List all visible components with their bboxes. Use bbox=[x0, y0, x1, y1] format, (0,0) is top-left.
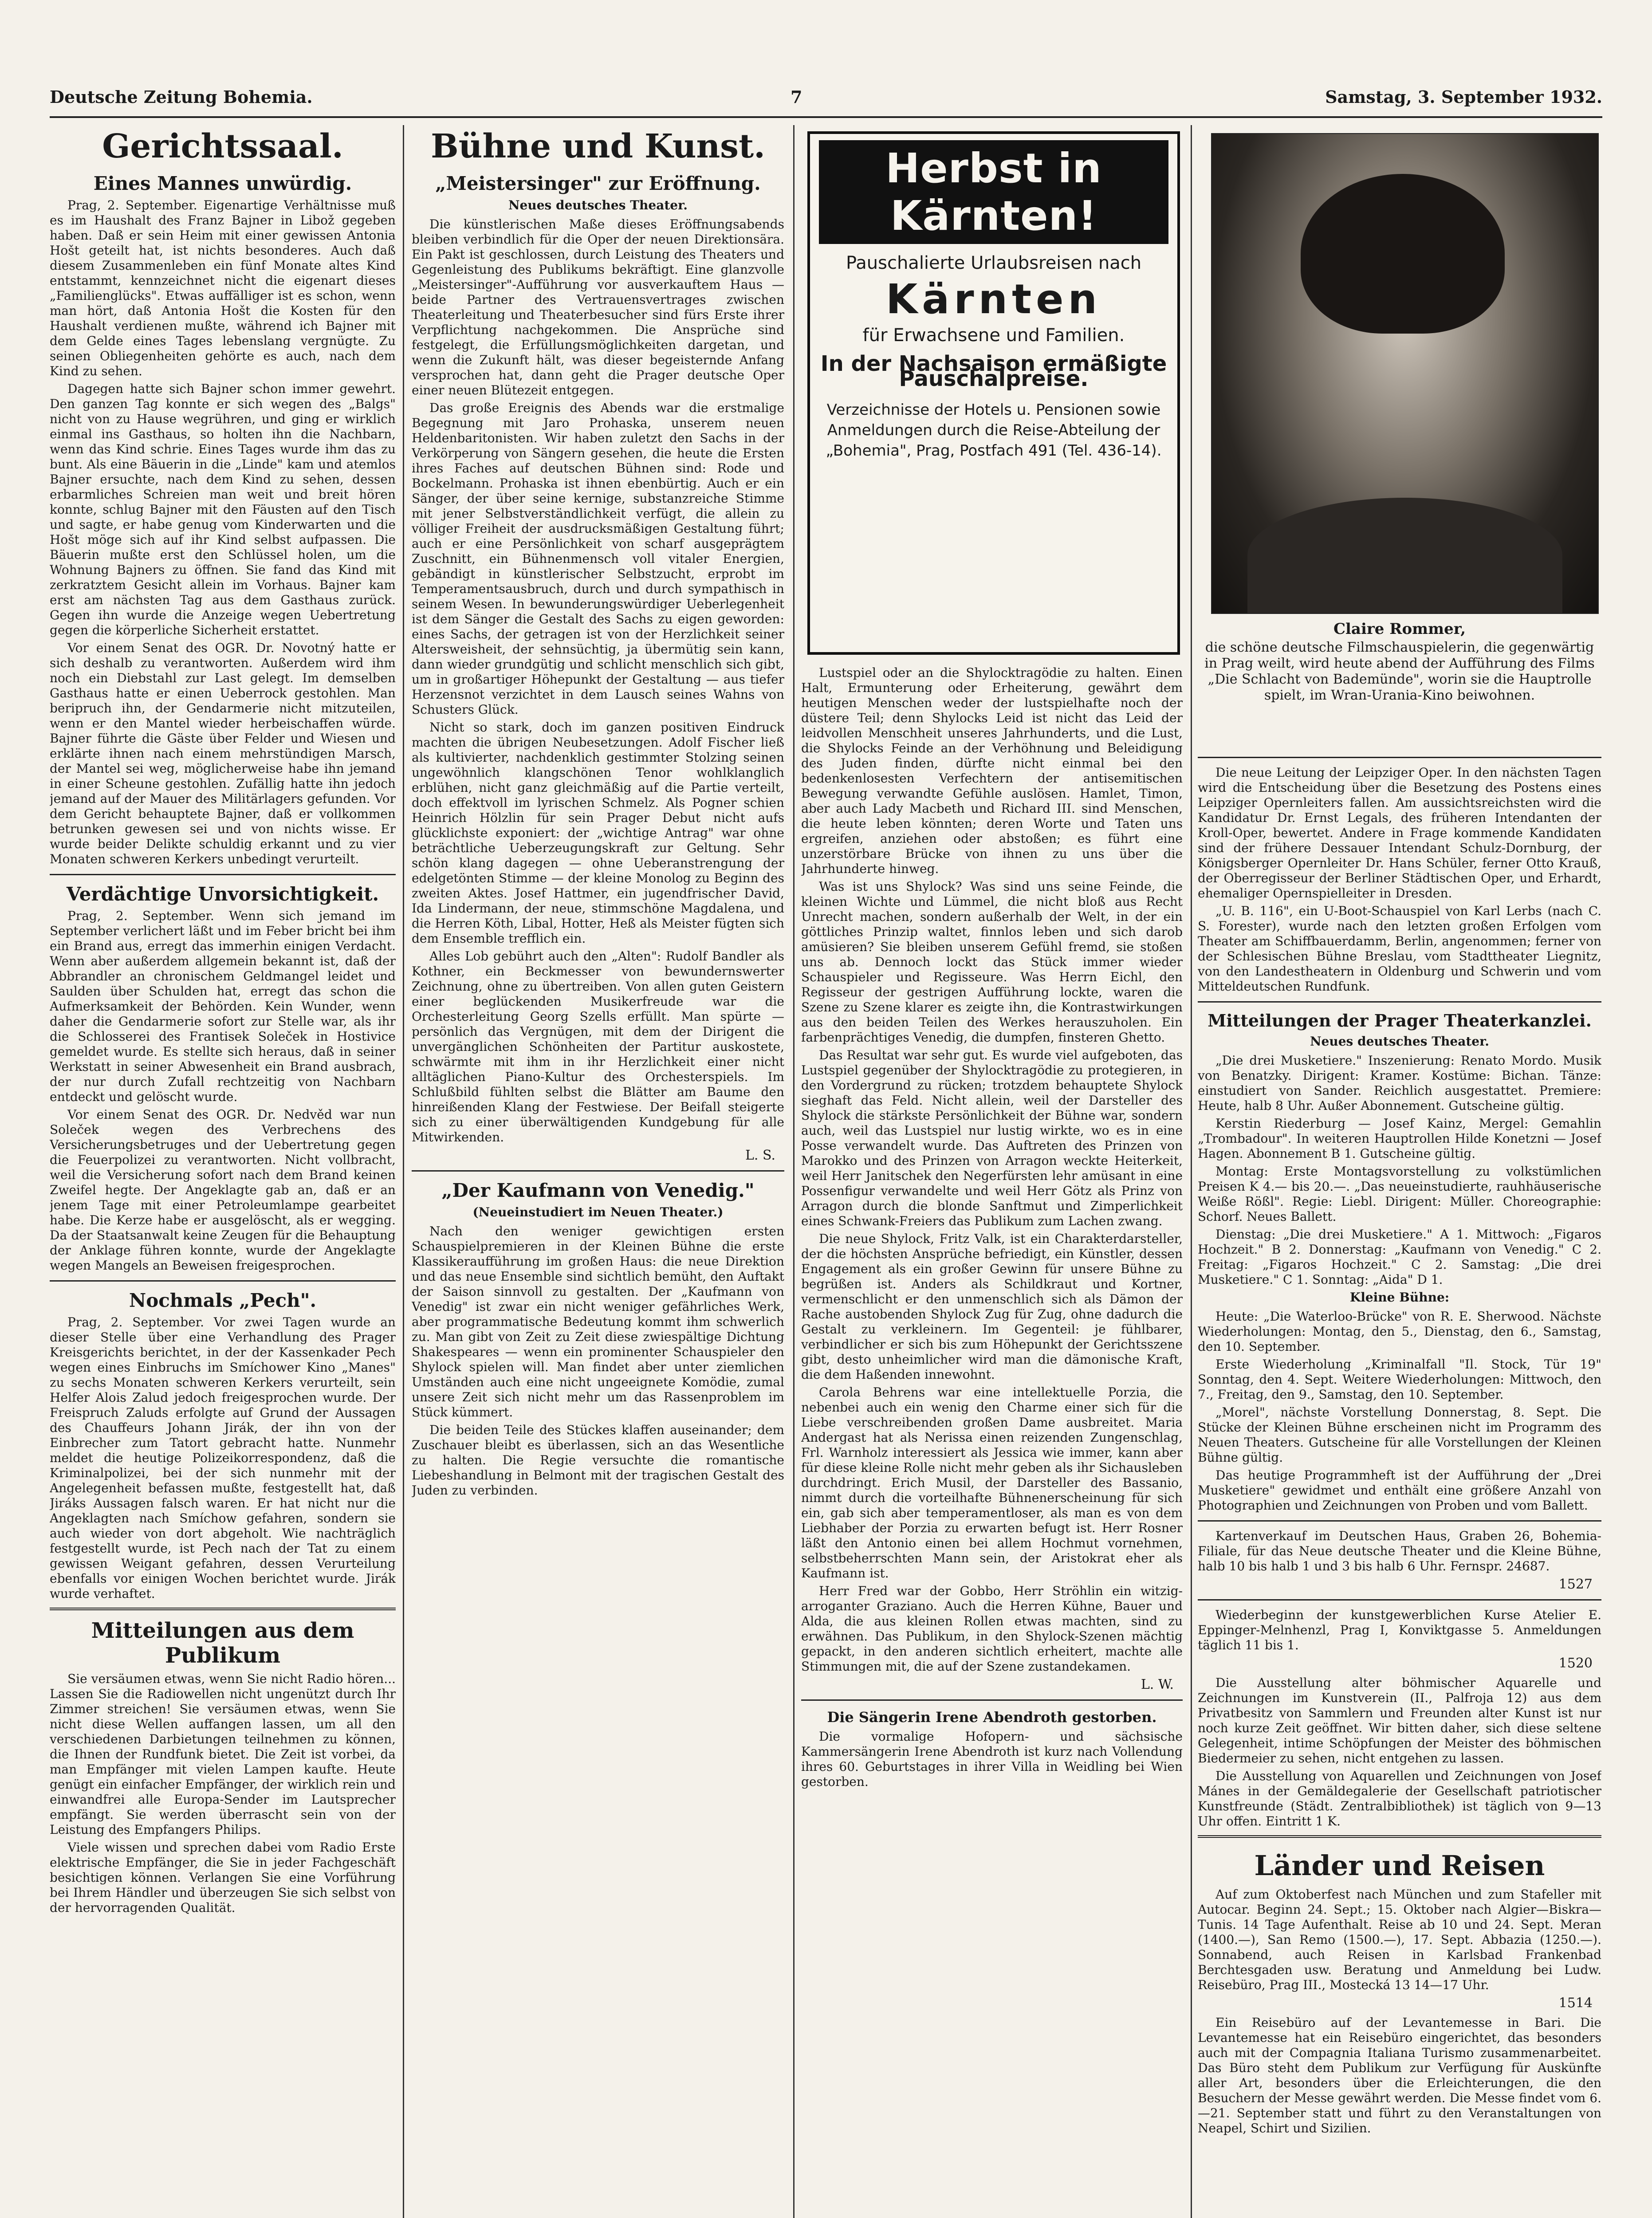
article-title: Nochmals „Pech". bbox=[129, 1290, 317, 1312]
article-paragraph: Das große Ereignis des Abends war die erstmalige Begegnung mit Jaro Prohaska, unserem neuen Heldenbaritonisten. Wir haben zuletzt den Sachs in der Verkörperung von Sängern gesehen, die heute die Ersten ihres Faches auf deutschen Bühnen sind: Rode und Bockelmann. Prohaska ist ihnen ebenbürtig. Auch er ein Sänger, der über seine kernige, substanzreiche Stimme mit jener Selbstverständlichkeit verfügt, die allein zu völliger Freiheit der ausdrucksmäßigen Gestaltung führt; auch er eine Persönlichkeit von scharf ausgeprägtem Zuschnitt, ein Bühnenmensch voll vitaler Energien, gebändigt in künstlerischer Selbstzucht, erprobt im Temperamentsausbruch, durch und durch sympathisch in seinem Wesen. In bewunderungswürdiger Ueberlegenheit ist dem Sänger die Gestalt des Sachs zu eigen geworden: eines Sachs, der getragen ist von der Herzlichkeit seiner Altersweisheit, der sehnsüchtig, ja übermütig sein kann, dann wieder grundgütig und schlicht menschlich sich gibt, um in großartiger Höhepunkt der Gestaltung — aus tiefer Herzensnot verzichtet in dem Lausch seines Wahns von Schusters Glück. bbox=[412, 401, 784, 717]
section-title: Bühne und Kunst. bbox=[431, 127, 765, 165]
reference-number: 1520 bbox=[1558, 1656, 1593, 1671]
article-title: Verdächtige Unvorsichtigkeit. bbox=[66, 883, 379, 905]
masthead bbox=[50, 87, 1602, 114]
article-paragraph: Die neue Leitung der Leipziger Oper. In den nächsten Tagen wird die Entscheidung über die Besetzung des Postens eines Leipziger Opernleiters fallen. Am aussichtsreichsten wird die Kandidatur Dr. Ernst Legals, des früheren Intendanten der Kroll-Oper, bewertet. Andere in Frage kommende Kandidaten sind der frühere Dessauer Intendant Schulz-Dornburg, der Königsberger Opernleiter Dr. Hans Schüler, ferner Otto Krauß, der Oberregisseur der Berliner Städtischen Oper, und Erhardt, ehemaliger Opernspielleiter in Dresden. bbox=[1198, 765, 1601, 901]
reference-number: 1527 bbox=[1558, 1577, 1593, 1592]
article-paragraph: Viele wissen und sprechen dabei vom Radio Erste elektrische Empfänger, die Sie in jeder Fachgeschäft besichtigen können. Verlangen Sie eine Vorführung bei Ihrem Händler und überzeugen Sie sich selbst von der hervorragenden Qualität. bbox=[50, 1840, 396, 1915]
article-paragraph: Die vormalige Hofopern- und sächsische Kammersängerin Irene Abendroth ist kurz nach Vollendung ihres 60. Geburtstages in ihrer Villa in Weidling bei Wien gestorben. bbox=[801, 1729, 1183, 1789]
article-paragraph: Erste Wiederholung „Kriminalfall "Il. Stock, Tür 19" Sonntag, den 4. Sept. Weitere Wiederholungen: Mittwoch, den 7., Freitag, den 9., Samstag, den 10. September. bbox=[1198, 1357, 1601, 1402]
photo-name: Claire Rommer, bbox=[1333, 620, 1466, 638]
article-paragraph: Wiederbeginn der kunstgewerblichen Kurse Atelier E. Eppinger-Melnhenzl, Prag I, Konviktgasse 5. Anmeldungen täglich 11 bis 1. bbox=[1198, 1608, 1601, 1652]
article-paragraph: Sie versäumen etwas, wenn Sie nicht Radio hören... Lassen Sie die Radiowellen nicht ungenützt durch Ihr Zimmer streichen! Sie versäumen etwas, wenn Sie nicht diese Wellen auffangen lassen, um all den verschiedenen Darbietungen teilnehmen zu können, die Ihnen der Rundfunk bietet. Die Zeit ist vorbei, da man Empfänger mit vielen Lampen kaufte. Heute genügt ein einfacher Empfänger, der wirklich rein und einwandfrei alle Europa-Sender im Lautsprecher empfängt. Sie werden überrascht sein von der Leistung des Empfangers Philips. bbox=[50, 1671, 396, 1837]
article-subtitle: Neues deutsches Theater. bbox=[508, 198, 688, 213]
article-paragraph: Kerstin Riederburg — Josef Kainz, Mergel: Gemahlin „Trombadour". In weiteren Hauptrollen Hilde Konetzni — Josef Hagen. Abonnement B 1. Gutscheine gültig. bbox=[1198, 1116, 1601, 1161]
article-paragraph: Die künstlerischen Maße dieses Eröffnungsabends bleiben verbindlich für die Oper der neuen Direktionsära. Ein Pakt ist geschlossen, durch Leistung des Theaters und Gegenleistung des Publikums bekräftigt. Eine glanzvolle „Meistersinger"-Aufführung vor ausverkauftem Haus — beide Partner des Vertrauensvertrages zwischen Theaterleitung und Theaterbesucher sind fürs Erste ihrer Verpflichtung nachgekommen. Die Ansprüche sind festgelegt, die Erfüllungsmöglichkeiten dargetan, und wenn die Zukunft hält, was dieser begeisternde Anfang versprochen hat, dann geht die Prager deutsche Oper einer neuen Blütezeit entgegen. bbox=[412, 217, 784, 398]
photo-neck bbox=[1358, 400, 1451, 533]
divider bbox=[1198, 1520, 1601, 1522]
article-paragraph: Vor einem Senat des OGR. Dr. Novotný hatte er sich deshalb zu verantworten. Außerdem wird ihm noch ein Diebstahl zur Last gelegt. Im demselben Gasthaus hatte er einen Ueberrock gestohlen. Man beripruch ihn, der Gendarmerie nicht mitzuteilen, wenn er den Mantel wieder herbeischaffen würde. Bajner führte die Gäste über Felder und Wiesen und erklärte ihnen nach einem mehrstündigen Marsch, der Mantel sei weg, möglicherweise habe ihn jemand in einer Scheune gestohlen. Zufällig hatte ihn jedoch jemand auf der Mauer des Militärlagers gefunden. Vor dem Gericht behauptete Bajner, daß er vollkommen betrunken gewesen sei und von nichts wisse. Er wurde beider Delikte schuldig erkannt und zu vier Monaten schweren Kerkers unbedingt verurteilt. bbox=[50, 641, 396, 867]
masthead-rule bbox=[50, 116, 1602, 118]
divider bbox=[50, 874, 396, 875]
article-paragraph: Was ist uns Shylock? Was sind uns seine Feinde, die kleinen Wichte und Lümmel, die nicht bloß aus Recht Unrecht machen, sondern außerhalb der Welt, in der ein göttliches Prinzip waltet, finnlos leben und sich darob amüsieren? Sie bleiben unserem Gefühl fremd, sie stoßen uns ab. Dennoch lockt das Stück immer wieder Schauspieler und Regisseure. Was Herrn Eichl, den Regisseur der gestrigen Aufführung lockte, waren die Szene zu Szene klarer es zeigte ihn, die Kontrastwirkungen aus den beiden Teilen des Werkes herauszuholen. Ein farbenprächtiges Venedig, die dumpfen, finsteren Ghetto. bbox=[801, 879, 1183, 1045]
column-divider bbox=[1191, 125, 1192, 2218]
article-subtitle: Neues deutsches Theater. bbox=[1310, 1034, 1490, 1049]
photo-face bbox=[1327, 214, 1478, 418]
divider bbox=[1198, 1001, 1601, 1003]
column-kaufmann-continued bbox=[801, 665, 1183, 2218]
article-paragraph: Alles Lob gebührt auch den „Alten": Rudolf Bandler als Kothner, ein Beckmesser von bewundernswerter Zeichnung, ohne zu übertreiben. Von allen guten Geistern einer beglückenden Musikerfreude war die Orchesterleitung Georg Szells erfüllt. Man spürte — persönlich das Vergnügen, mit dem der Dirigent die unvergänglichen Schönheiten der Partitur auskostete, schwärmte mit ihm in ihr Herzlichkeit einer nicht alltäglichen Piano-Kultur des Orchesterspiels. Im Schlußbild fühlten selbst die Blätter am Baume den hinreißenden Klang der Festwiese. Der Beifall steigerte sich zu einer überwältigenden Kundgebung für alle Mitwirkenden. bbox=[412, 949, 784, 1145]
article-title: „Der Kaufmann von Venedig." bbox=[441, 1180, 755, 1202]
column-divider bbox=[793, 125, 795, 2218]
article-paragraph: Auf zum Oktoberfest nach München und zum Stafeller mit Autocar. Beginn 24. Sept.; 15. Oktober nach Algier—Biskra—Tunis. 14 Tage Aufenthalt. Reise ab 10 und 24. Sept. Meran (1400.—), San Remo (1500.—), 17. Sept. Abbazia (1250.—). Sonnabend, auch Reisen in Karlsbad Frankenbad Berchtesgaden usw. Beratung und Anmeldung bei Ludw. Reisebüro, Prag III., Mostecká 13 14—17 Uhr. bbox=[1198, 1887, 1601, 1992]
divider bbox=[50, 1608, 396, 1610]
article-title: Die Sängerin Irene Abendroth gestorben. bbox=[827, 1709, 1157, 1726]
reference-number: 1514 bbox=[1558, 1995, 1593, 2011]
ad-title: Herbst in Kärnten! bbox=[819, 140, 1168, 244]
photo-caption-text: die schöne deutsche Filmschauspielerin, die gegenwärtig in Prag weilt, wird heute abend der Aufführung des Films „Die Schlacht von Bademünde", worin sie die Hauptrolle spielt, im Wran-Urania-Kino beiwohnen. bbox=[1204, 640, 1595, 703]
article-paragraph: Lustspiel oder an die Shylocktragödie zu halten. Einen Halt, Ermunterung oder Erheiterung, gewährt dem heutigen Menschen weder der lustspielhafte noch der düstere Teil; denn Shylocks Leid ist nicht das Leid der leidvollen Menschheit unseres Jahrhunderts, und die Lust, die Shylocks Feinde an der Verhöhnung und Beleidigung des Juden finden, dürfte nicht einmal bei den bedenkenlosesten Verfechtern der antisemitischen Bewegung verwandte Gefühle auslösen. Hamlet, Timon, aber auch Lady Macbeth und Richard III. sind Menschen, die heute leben könnten; deren Worte und Taten uns ergreifen, anziehen oder abstoßen; es führt eine unzerstörbare Brücke von ihnen zu uns über die Jahrhunderte hinweg. bbox=[801, 665, 1183, 876]
article-paragraph: Dagegen hatte sich Bajner schon immer gewehrt. Den ganzen Tag konnte er sich wegen des „Balgs" nicht von zu Hause wegrühren, und ging er wirklich einmal ins Gasthaus, so holten ihn die Nachbarn, wenn das Kind schrie. Eines Tages wurde ihm das zu bunt. Als eine Bäuerin in die „Linde" kam und atemlos Bajner ersuchte, nach dem Kind zu sehen, dessen erbarmliches Schreien man weit und breit hören konnte, schlug Bajner mit den Fäusten auf den Tisch und sagte, er habe genug vom Kinderwarten und die Hošt möge sich auf ihr Kind selbst aufpassen. Die Bäuerin mußte erst den Schlüssel holen, um die Wohnung Bajners zu öffnen. Sie fand das Kind mit zerkratztem Gesicht allein im Vorhaus. Bajner kam erst am nächsten Tag aus dem Gasthaus zurück. Gegen ihn wurde die Anzeige wegen Uebertretung gegen die körperliche Sicherheit erstattet. bbox=[50, 381, 396, 638]
article-paragraph: Ein Reisebüro auf der Levantemesse in Bari. Die Levantemesse hat ein Reisebüro eingerichtet, das besonders auch mit der Compagnia Italiana Turismo zusammenarbeitet. Das Büro steht dem Publikum zur Verfügung für Auskünfte aller Art, besonders über die Erleichterungen, die den Besuchern der Messe gewährt werden. Die Messe findet vom 6.—21. September statt und führt zu den Veranstaltungen von Neapel, Schirt und Sizilien. bbox=[1198, 2015, 1601, 2135]
article-title: Eines Mannes unwürdig. bbox=[93, 173, 352, 195]
author-signature: L. W. bbox=[1141, 1677, 1174, 1692]
article-subtitle: (Neueinstudiert im Neuen Theater.) bbox=[472, 1205, 724, 1220]
masthead-date: Samstag, 3. September 1932. bbox=[1325, 87, 1602, 107]
article-paragraph: Prag, 2. September. Vor zwei Tagen wurde an dieser Stelle über eine Verhandlung des Prager Kreisgerichts berichtet, in der der Kassenkader Pech wegen eines Einbruchs im Smíchower Kino „Manes" zu sechs Monaten schweren Kerkers verurteilt, sein Helfer Alois Zalud jedoch freigesprochen wurde. Der Freispruch Zaluds erfolgte auf Grund der Aussagen des Chauffeurs Johann Jirák, der ihn von der Einbrecher zum Tatort gebracht hatte. Nunmehr meldet die heutige Polizeikorrespondenz, daß die Kriminalpolizei, bei der sich nunmehr mit der Angelegenheit befassen mußte, festgestellt hat, daß Jiráks Aussagen falsch waren. Er hat nicht nur die Angeklagten nach Smíchow gefahren, sondern sie auch wieder von dort abgeholt. Wie nachträglich festgestellt wurde, ist Pech nach der Tat zu einem gewissen Weigant gefahren, dessen Verurteilung ebenfalls vor einigen Wochen berichtet wurde. Jirák wurde verhaftet. bbox=[50, 1315, 396, 1601]
divider bbox=[801, 1699, 1183, 1701]
divider bbox=[1198, 757, 1601, 758]
column-gerichtssaal bbox=[50, 125, 396, 2218]
article-paragraph: Die neue Shylock, Fritz Valk, ist ein Charakterdarsteller, der die höchsten Ansprüche befriedigt, ein Künstler, dessen Engagement als ein großer Gewinn für unsere Bühne zu begrüßen ist. Anders als Schildkraut und Kortner, vermenschlicht er den unmenschlich sich als Dämon der Rache austobenden Shylock Zug für Zug, ohne dadurch die Gestalt zu verkleinern. Im Gegenteil: je fühlbarer, verbindlicher er sich bis zum Höhepunkt der Gerichtsszene gibt, desto unheimlicher wird man die dämonische Kraft, die dem Haßenden innewohnt. bbox=[801, 1231, 1183, 1382]
portrait-photo bbox=[1211, 133, 1599, 614]
article-title: Mitteilungen der Prager Theaterkanzlei. bbox=[1208, 1011, 1592, 1030]
divider bbox=[412, 1170, 784, 1172]
section-title: Mitteilungen aus dem Publikum bbox=[91, 1618, 354, 1668]
section-title: Länder und Reisen bbox=[1254, 1849, 1545, 1882]
article-paragraph: Die Ausstellung von Aquarellen und Zeichnungen von Josef Mánes in der Gemäldegalerie der Gesellschaft patriotischer Kunstfreunde (Städt. Zentralbibliothek) ist täglich von 9—13 Uhr offen. Eintritt 1 K. bbox=[1198, 1769, 1601, 1829]
article-paragraph: Nicht so stark, doch im ganzen positiven Eindruck machten die übrigen Neubesetzungen. Adolf Fischer ließ als kultivierter, nachdenklich gestimmter Stolzing seinen ungewöhnlich klangschönen Tenor wohlklanglich erblühen, nicht ganz gleichmäßig auf die Partie verteilt, doch effektvoll im lyrischen Schmelz. Als Pogner schien Heinrich Hölzlin für sein Prager Debut nicht aufs glücklichste exponiert: der „wichtige Antrag" war ohne beträchtliche Ueberzeugungskraft zur Geltung. Sehr schön klang dagegen — ohne Ueberanstrengung der edelgetönten Stimme — der kleine Monolog zu Beginn des zweiten Aktes. Josef Hattmer, ein jugendfrischer David, Ida Lindermann, der neue, stimmschöne Magdalena, und die Herren Köth, Libal, Hotter, Heß als Meister fügten sich dem Ensemble trefflich ein. bbox=[412, 720, 784, 946]
author-signature: L. S. bbox=[745, 1148, 775, 1164]
ad-offer: In der Nachsaison ermäßigte Pauschalpreise. bbox=[820, 351, 1167, 392]
divider bbox=[1198, 1835, 1601, 1838]
article-title: „Meistersinger" zur Eröffnung. bbox=[435, 173, 761, 195]
article-paragraph: Nach den weniger gewichtigen ersten Schauspielpremieren in der Kleinen Bühne die erste Klassikeraufführung im großen Haus: die neue Direktion und das neue Ensemble sind sichtlich bemüht, den Auftakt der Saison sinnvoll zu gestalten. Der „Kaufmann von Venedig" ist zwar ein nicht weniger gefährliches Werk, aber programmatische Bedeutung kommt ihm schwerlich zu. Man gibt von Zeit zu Zeit diese zwiespältige Dichtung Shakespeares — wenn ein prominenter Schauspieler den Shylock spielen will. Man findet aber unter ziemlichen Umständen auch eine nicht ungeeignete Komödie, zumal unsere Zeit sich nicht mehr um das Rassenproblem im Stück kümmert. bbox=[412, 1224, 784, 1420]
ad-contact: Verzeichnisse der Hotels u. Pensionen sowie Anmeldungen durch die Reise-Abteilung der „Bohemia", Prag, Postfach 491 (Tel. 436-14). bbox=[826, 401, 1162, 460]
article-paragraph: Die beiden Teile des Stückes klaffen auseinander; dem Zuschauer bleibt es überlassen, sich an das Wesentliche zu halten. Die Regie versuchte die romantische Liebeshandlung in Belmont mit der tragischen Gestalt des Juden zu verbinden. bbox=[412, 1423, 784, 1498]
article-paragraph: „Morel", nächste Vorstellung Donnerstag, 8. Sept. Die Stücke der Kleinen Bühne erscheinen nicht im Programm des Neuen Theaters. Gutscheine für alle Vorstellungen der Kleinen Bühne gültig. bbox=[1198, 1405, 1601, 1465]
section-title: Gerichtssaal. bbox=[102, 127, 343, 165]
article-paragraph: Carola Behrens war eine intellektuelle Porzia, die nebenbei auch ein wenig den Charme einer sich für die Liebe verschreibenden großen Dame ausbreitet. Maria Andergast hat als Nerissa einen reizenden Zungenschlag, Frl. Warnholz interessiert als Jessica wie immer, kann aber für diese kleine Rolle nicht mehr geben als ihr Sichausleben durchdringt. Erich Musil, der Darsteller des Bassanio, nimmt durch die vorteilhafte Bühnenerscheinung für sich ein, gab sich aber temperamentloser, als man es von dem Liebhaber der Porzia zu erwarten befugt ist. Herr Rosner läßt den Antonio einen bei allem Hochmut vornehmen, selbstbeherrschten Mann sein, der Aristokrat eher als Kaufmann ist. bbox=[801, 1385, 1183, 1581]
article-subtitle: Kleine Bühne: bbox=[1349, 1290, 1450, 1305]
article-paragraph: Prag, 2. September. Wenn sich jemand im September verlichert läßt und im Feber bricht bei ihm ein Brand aus, erregt das immerhin einigen Verdacht. Wenn aber außerdem allgemein bekannt ist, daß der Abbrandler an chronischem Geldmangel leidet und Saulden über Schulden hat, erregt das schon die Aufmerksamkeit der Behörden. Kein Wunder, wenn daher die Gendarmerie sofort zur Stelle war, als ihr die Schlosserei des Frantisek Soleček in Hostivice gemeldet wurde. Es stellte sich heraus, daß in seiner Werkstatt in seiner Abwesenheit ein Brand ausbrach, der nur durch Zufall rechtzeitig von Nachbarn entdeckt und gelöscht wurde. bbox=[50, 908, 396, 1105]
article-paragraph: Das Resultat war sehr gut. Es wurde viel aufgeboten, das Lustspiel gegenüber der Shylocktragödie zu protegieren, in den Vordergrund zu rücken; trotzdem behauptete Shylock sieghaft das Feld. Nicht allein, weil der Darsteller des Shylock die stärkste Persönlichkeit der Bühne war, sondern auch, weil das Lustspiel nur lustig wirkte, wo es in eine Posse verwandelt wurde. Das Auftreten des Prinzen von Marokko und des Prinzen von Arragon weckte Heiterkeit, weil Herr Janitschek den Negerfürsten lehr amüsant in eine Possenfigur verwandelte und weil Herr Götz als Prinz von Arragon durch die blonde Sanftmut und Zimperlichkeit eines Schwank-Freiers das Publikum zum Lachen zwang. bbox=[801, 1048, 1183, 1228]
column-divider bbox=[403, 125, 404, 2218]
advertisement-kaernten bbox=[807, 131, 1180, 655]
divider bbox=[1198, 1599, 1601, 1601]
column-theater-news bbox=[1198, 750, 1601, 2218]
masthead-page-number: 7 bbox=[791, 87, 802, 107]
article-paragraph: Herr Fred war der Gobbo, Herr Ströhlin ein witzig-arroganter Graziano. Auch die Herren Kühne, Bauer und Alda, die aus kleinen Rollen etwas machten, sind zu erwähnen. Das Publikum, in den Shylock-Szenen mächtig gepackt, in den anderen sichtlich erheitert, machte alle Stimmungen mit, die auf der Szene zustandekamen. bbox=[801, 1584, 1183, 1674]
divider bbox=[50, 1280, 396, 1282]
schedule: Dienstag: „Die drei Musketiere." A 1. Mittwoch: „Figaros Hochzeit." B 2. Donnerstag: „Kaufmann von Venedig." C 2. Freitag: „Figaros Hochzeit." C 2. Samstag: „Die drei Musketiere." C 1. Sonntag: „Aida" D 1. bbox=[1198, 1227, 1601, 1287]
ad-line: für Erwachsene und Familien. bbox=[862, 325, 1125, 346]
column-buehne-und-kunst bbox=[412, 125, 784, 2218]
article-paragraph: „Die drei Musketiere." Inszenierung: Renato Mordo. Musik von Benatzky. Dirigent: Kramer. Kostüme: Bichan. Tänze: einstudiert von Sander. Reichlich ausgestattet. Premiere: Heute, halb 8 Uhr. Außer Abonnement. Gutscheine gültig. bbox=[1198, 1053, 1601, 1113]
article-paragraph: Vor einem Senat des OGR. Dr. Nedvěd war nun Soleček wegen des Verbrechens des Versicherungsbetruges und der Uebertretung gegen die Feuerpolizei zu verantworten. Nicht vollbracht, weil die Versicherung sofort nach dem Brand keinen Zweifel hegte. Der Angeklagte gab an, daß er an jenem Tage mit einer Petroleumlampe gearbeitet habe. Die Kerze habe er ausgelöscht, als er wegging. Da der Staatsanwalt keine Zeugen für die Behauptung der Anklage führen konnte, wurde der Angeklagte wegen Mangels an Beweisen freigesprochen. bbox=[50, 1107, 396, 1273]
article-paragraph: Das heutige Programmheft ist der Aufführung der „Drei Musketiere" gewidmet und enthält eine größere Anzahl von Photographien und Zeichnungen von Proben und vom Ballett. bbox=[1198, 1468, 1601, 1513]
article-paragraph: „U. B. 116", ein U-Boot-Schauspiel von Karl Lerbs (nach C. S. Forester), wurde nach den letzten großen Erfolgen vom Theater am Schiffbauerdamm, Berlin, angenommen; ferner von der Schlesischen Bühne Breslau, vom Stadttheater Liegnitz, von den Landestheatern in Oldenburg und Schwerin und vom Mitteldeutschen Rundfunk. bbox=[1198, 904, 1601, 994]
ad-line: Pauschalierte Urlaubsreisen nach bbox=[846, 253, 1142, 273]
photo-caption bbox=[1198, 621, 1601, 704]
article-paragraph: Die Ausstellung alter böhmischer Aquarelle und Zeichnungen im Kunstverein (II., Palfroja 12) aus dem Privatbesitz von Sammlern und Freunden alter Kunst ist nur noch kurze Zeit geöffnet. Wir bitten daher, sich diese seltene Gelegenheit, intime Schöpfungen der Meister des böhmischen Biedermeier zu sehen, nicht entgehen zu lassen. bbox=[1198, 1675, 1601, 1766]
article-paragraph: Montag: Erste Montagsvorstellung zu volkstümlichen Preisen K 4.— bis 20.—. „Das neueinstudierte, rauhhäuserische Weiße Rößl". Regie: Liebl. Dirigent: Müller. Choreographie: Schorf. Neues Ballett. bbox=[1198, 1164, 1601, 1224]
ad-headline: Kärnten bbox=[885, 275, 1102, 323]
article-paragraph: Heute: „Die Waterloo-Brücke" von R. E. Sherwood. Nächste Wiederholungen: Montag, den 5., Dienstag, den 6., Samstag, den 10. September. bbox=[1198, 1309, 1601, 1354]
article-paragraph: Prag, 2. September. Eigenartige Verhältnisse muß es im Haushalt des Franz Bajner in Libož gegeben haben. Daß er sein Heim mit einer gewissen Antonia Hošt geteilt hat, ist nichts besonderes. Auch daß diesem Zusammenleben ein fünf Monate altes Kind entstammt, kennzeichnet nicht die eigenart dieses „Familienglücks". Etwas auffälliger ist es schon, wenn man hört, daß Antonia Hošt die Kosten für den Haushalt verdienen mußte, während ich Bajner mit dem Gelde eines Tages lebenslang vergnügte. Zu seinen Obliegenheiten gehörte es auch, nach dem Kind zu sehen. bbox=[50, 198, 396, 379]
article-paragraph: Kartenverkauf im Deutschen Haus, Graben 26, Bohemia-Filiale, für das Neue deutsche Theater und die Kleine Bühne, halb 10 bis halb 1 und 3 bis halb 6 Uhr. Fernspr. 24687. bbox=[1198, 1529, 1601, 1573]
masthead-paper-name: Deutsche Zeitung Bohemia. bbox=[50, 87, 313, 107]
